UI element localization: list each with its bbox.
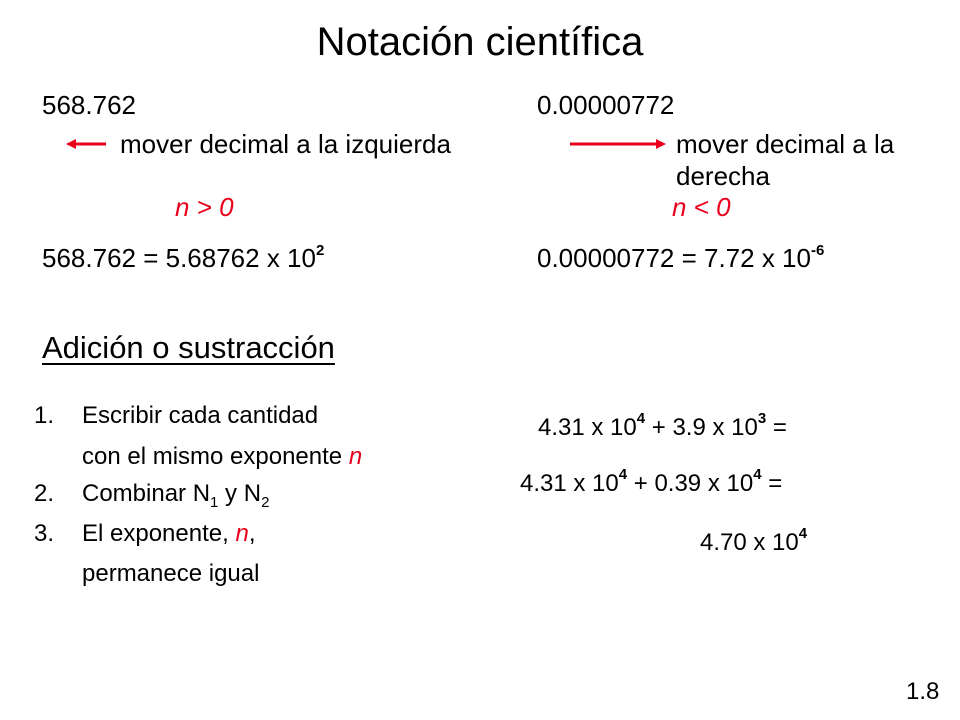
right-equation [537, 242, 825, 273]
page-title: Notación científica [316, 20, 644, 64]
step-2-text-b: y N [218, 480, 262, 507]
step-1-line2 [82, 445, 362, 469]
step-3-line1 [82, 522, 255, 546]
left-arrow-icon [66, 138, 106, 150]
right-direction-line2: derecha [676, 161, 770, 191]
example-row-2-a: 4.31 x 10 [520, 470, 619, 497]
step-3-line1-text: El exponente, [82, 520, 229, 547]
example-row-2-a-exp: 4 [618, 466, 628, 483]
right-arrow-icon [570, 138, 666, 150]
step-3-comma: , [248, 520, 256, 547]
left-condition: n > 0 [175, 192, 234, 222]
section-heading: Adición o sustracción [42, 330, 335, 365]
step-2-number: 2. [34, 480, 55, 507]
step-1-number: 1. [34, 402, 55, 429]
left-equation [42, 242, 325, 273]
example-row-2-end: = [761, 470, 783, 497]
left-equation-exponent: 2 [315, 242, 325, 259]
example-row-3-a-exp: 4 [798, 525, 808, 542]
example-row-1-b: + 3.9 x 10 [645, 414, 758, 441]
right-equation-base: 0.00000772 = 7.72 x 10 [537, 243, 811, 273]
step-3-variable: n [235, 520, 249, 547]
example-row-2-b: + 0.39 x 10 [627, 470, 754, 497]
step-1-line2-text: con el mismo exponente [82, 443, 343, 470]
example-row-3 [700, 525, 808, 556]
right-direction-line1: mover decimal a la [676, 129, 895, 159]
example-row-1-a-exp: 4 [636, 410, 646, 427]
example-row-1-end: = [766, 414, 787, 441]
slide-number: 1.8 [906, 678, 940, 705]
step-2-subscript-1: 1 [210, 494, 219, 511]
step-2-text-a: Combinar N [82, 480, 211, 507]
left-equation-base: 568.762 = 5.68762 x 10 [42, 243, 316, 273]
left-number: 568.762 [42, 90, 136, 120]
example-row-2-b-exp: 4 [753, 466, 762, 483]
left-direction-text: mover decimal a la izquierda [120, 129, 451, 159]
example-row-3-a: 4.70 x 10 [700, 529, 799, 556]
example-row-1-b-exp: 3 [757, 410, 767, 427]
example-row-2 [520, 466, 783, 497]
step-3-line2: permanece igual [82, 560, 260, 587]
example-row-1 [538, 410, 787, 441]
step-1-variable: n [348, 443, 363, 470]
step-2-subscript-2: 2 [261, 494, 270, 511]
example-row-1-a: 4.31 x 10 [538, 414, 637, 441]
right-condition: n < 0 [672, 192, 731, 222]
right-equation-exponent: -6 [810, 242, 825, 259]
step-2-text [82, 480, 270, 511]
right-number: 0.00000772 [537, 90, 675, 120]
step-1-line1: Escribir cada cantidad [82, 402, 319, 429]
step-3-number: 3. [34, 520, 55, 547]
